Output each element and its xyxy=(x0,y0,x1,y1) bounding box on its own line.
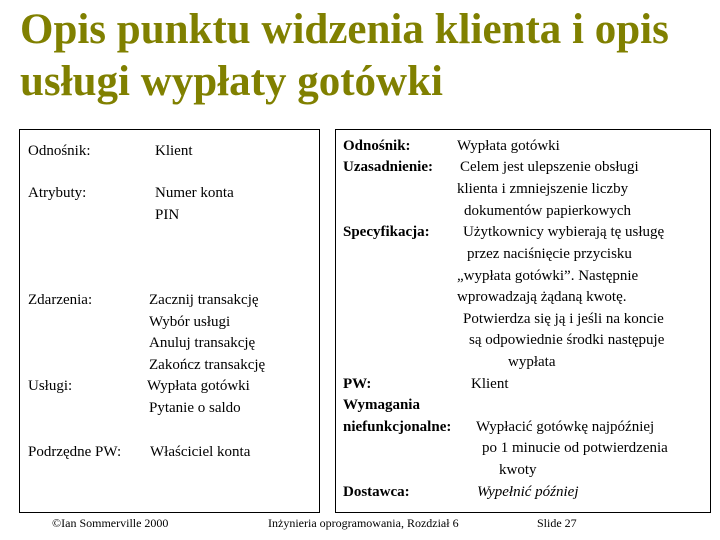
pw-value: Klient xyxy=(471,376,509,392)
footer-slide-number: Slide 27 xyxy=(537,516,577,530)
client-viewpoint-panel xyxy=(19,129,320,513)
nonfunctional-label: Wymagania xyxy=(343,397,420,413)
slide-title xyxy=(20,4,710,108)
reference-value: Klient xyxy=(155,143,193,159)
supplier-value: Wypełnić później xyxy=(477,484,579,500)
reference-label: Odnośnik: xyxy=(28,143,91,159)
event-item: Zacznij transakcję xyxy=(149,292,259,308)
nonfunctional-line: po 1 minucie od potwierdzenia xyxy=(482,440,668,456)
specification-label: Specyfikacja: xyxy=(343,224,430,240)
event-item: Wybór usługi xyxy=(149,314,231,330)
footer-book-title: Inżynieria oprogramowania, Rozdział 6 xyxy=(268,516,459,530)
reference-value: Wypłata gotówki xyxy=(457,138,560,154)
specification-line: wprowadzają żądaną kwotę. xyxy=(457,289,627,305)
pw-label: PW: xyxy=(343,376,372,392)
attribute-item: PIN xyxy=(155,207,180,223)
supplier-label: Dostawca: xyxy=(343,484,410,500)
footer-copyright: ©Ian Sommerville 2000 xyxy=(52,516,169,530)
attribute-item: Numer konta xyxy=(155,185,234,201)
service-item: Wypłata gotówki xyxy=(147,378,250,394)
nonfunctional-line: Wypłacić gotówkę najpóźniej xyxy=(476,419,655,435)
title-line-1: Opis punktu widzenia klienta i opis xyxy=(20,6,669,53)
events-label: Zdarzenia: xyxy=(28,292,93,308)
specification-line: „wypłata gotówki”. Następnie xyxy=(457,268,639,284)
specification-line: Potwierdza się ją i jeśli na koncie xyxy=(463,311,664,327)
specification-line: są odpowiednie środki następuje xyxy=(469,332,665,348)
reference-label: Odnośnik: xyxy=(343,138,411,154)
event-item: Zakończ transakcję xyxy=(149,357,266,373)
sub-viewpoint-label: Podrzędne PW: xyxy=(28,444,122,460)
cash-withdrawal-service-panel xyxy=(335,129,711,513)
rationale-line: Celem jest ulepszenie obsługi xyxy=(460,159,639,175)
services-label: Usługi: xyxy=(28,378,73,394)
rationale-line: klienta i zmniejszenie liczby xyxy=(457,181,629,197)
sub-viewpoint-value: Właściciel konta xyxy=(150,444,251,460)
title-line-2: usługi wypłaty gotówki xyxy=(20,58,443,105)
specification-line: wypłata xyxy=(508,354,556,370)
specification-line: Użytkownicy wybierają tę usługę xyxy=(463,224,665,240)
rationale-label: Uzasadnienie: xyxy=(343,159,433,175)
nonfunctional-line: kwoty xyxy=(499,462,537,478)
event-item: Anuluj transakcję xyxy=(149,335,256,351)
rationale-line: dokumentów papierkowych xyxy=(464,203,632,219)
nonfunctional-label: niefunkcjonalne: xyxy=(343,419,452,435)
attributes-label: Atrybuty: xyxy=(28,185,87,201)
specification-line: przez naciśnięcie przycisku xyxy=(467,246,632,262)
service-item: Pytanie o saldo xyxy=(149,400,241,416)
